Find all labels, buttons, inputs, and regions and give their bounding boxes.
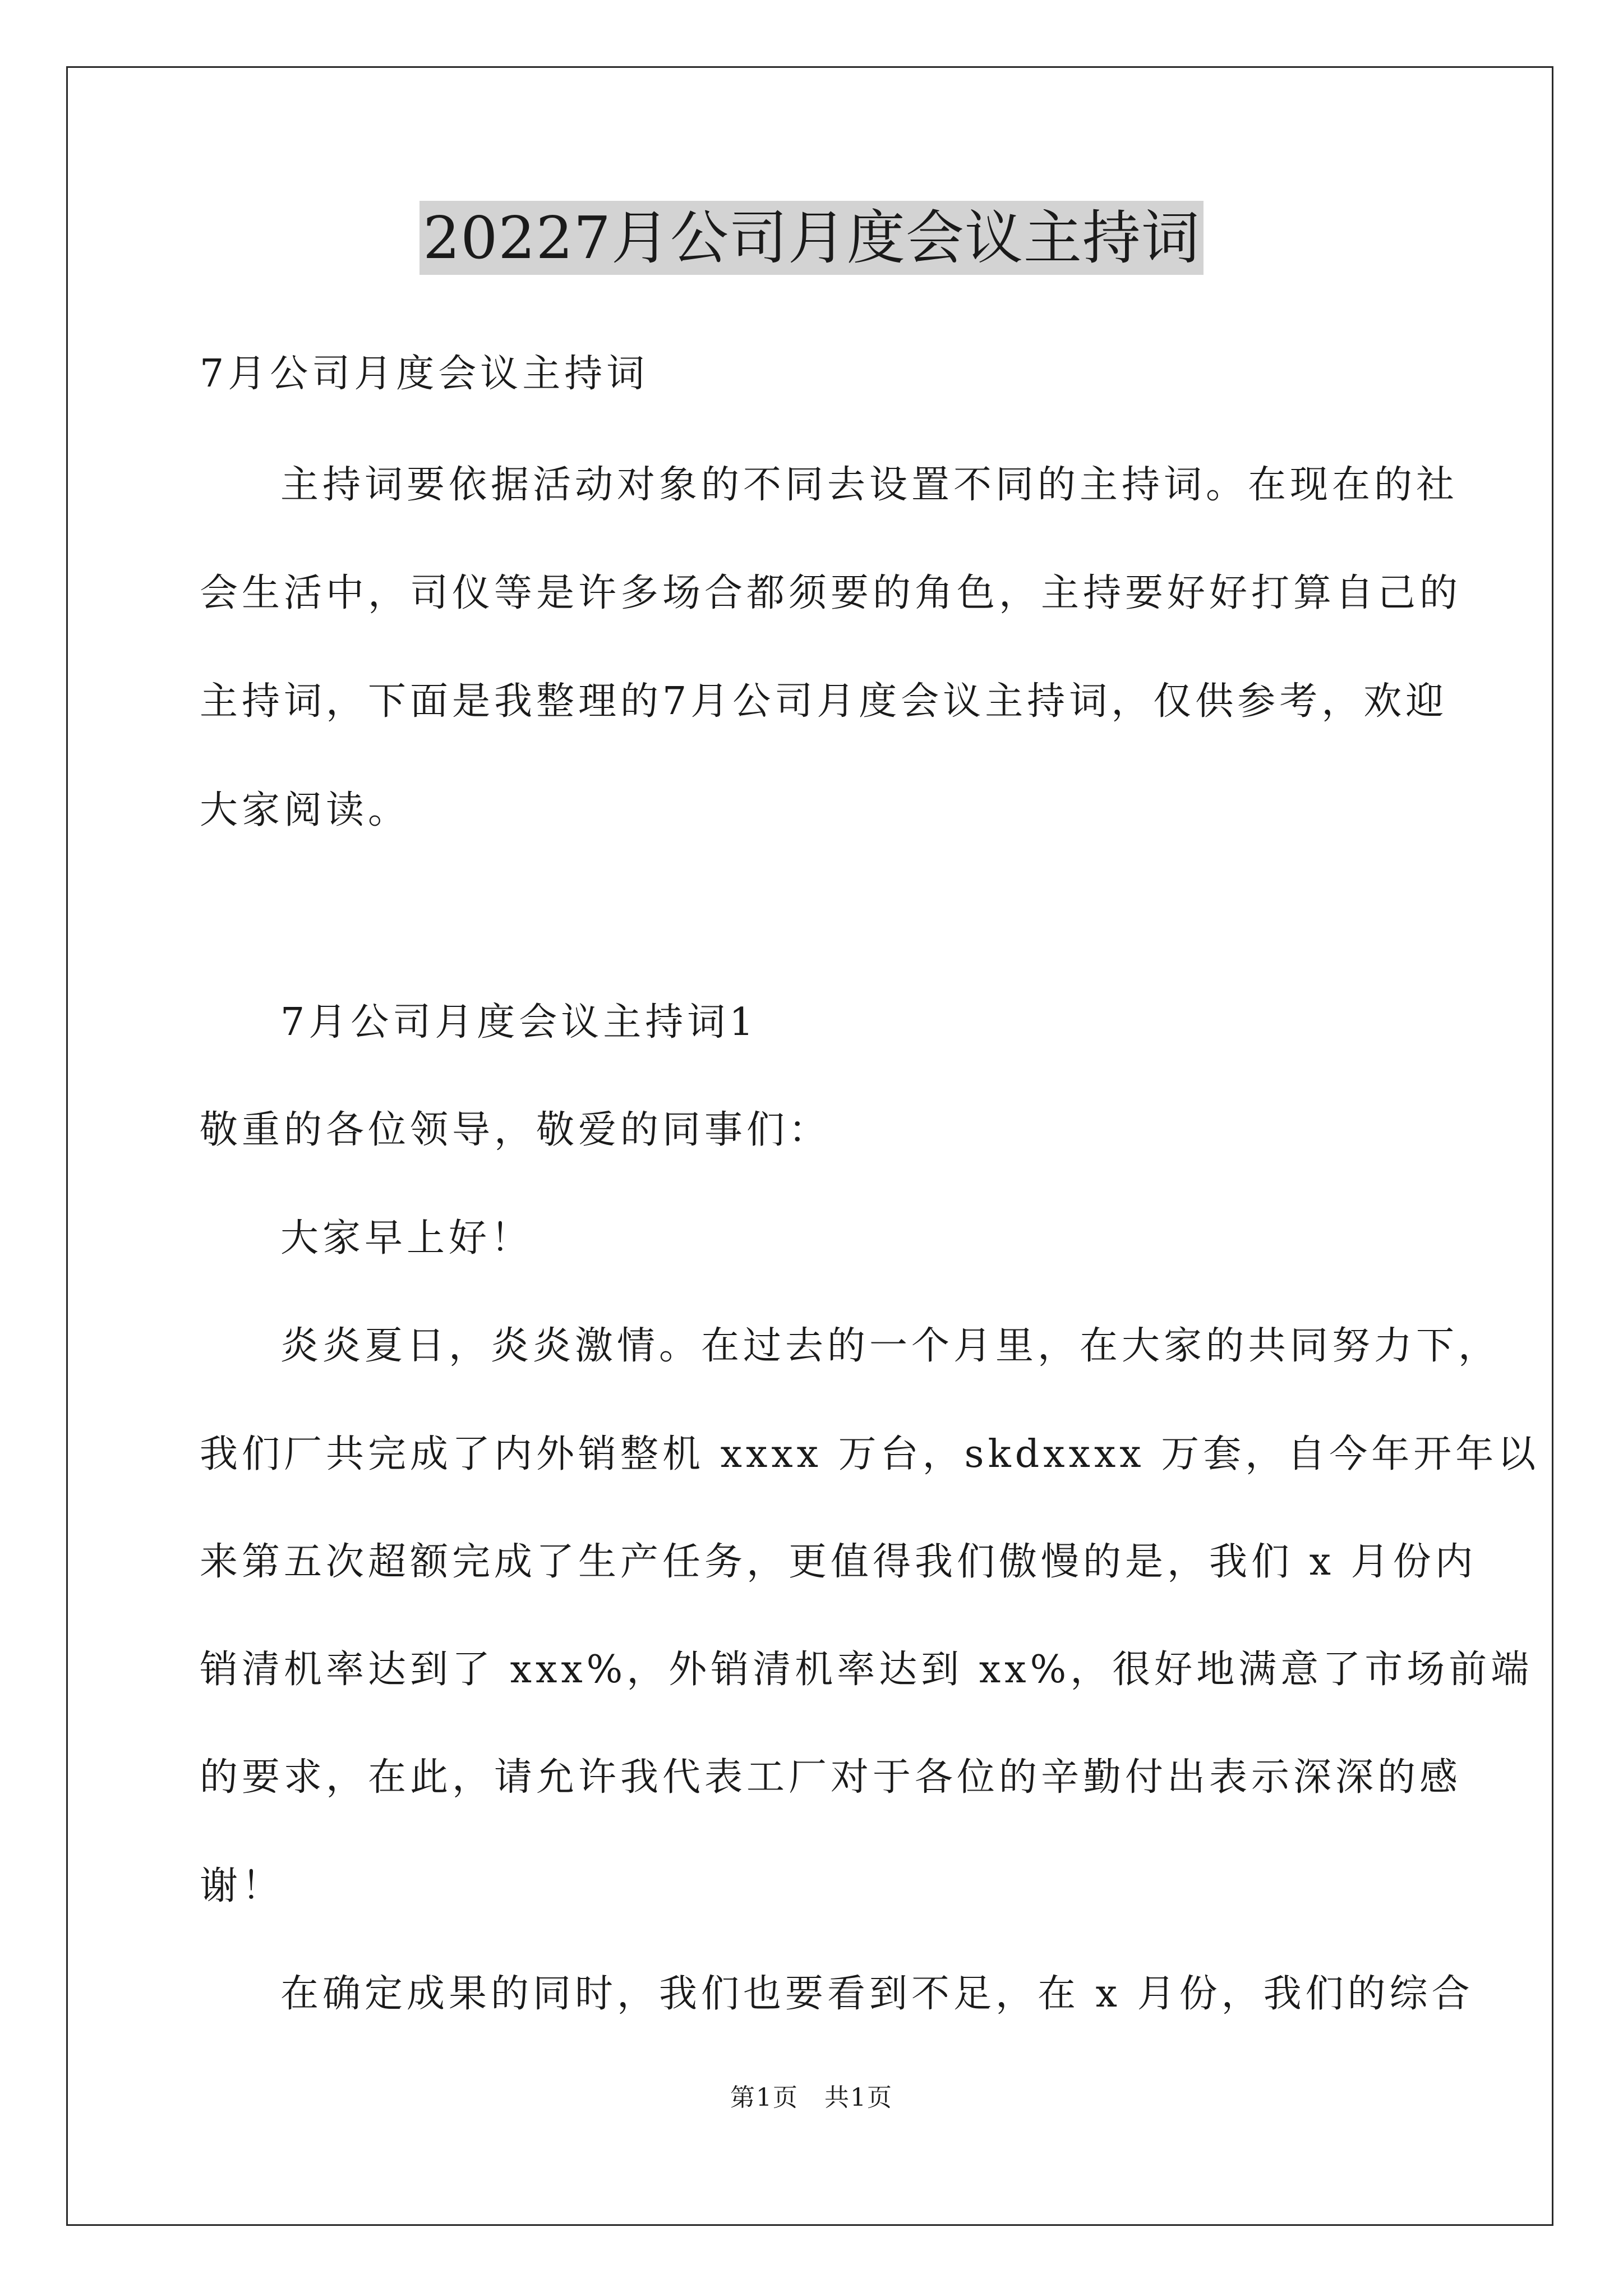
greeting: 大家早上好！: [280, 1216, 533, 1260]
salutation: 敬重的各位领导，敬爱的同事们：: [200, 1108, 831, 1152]
intro-line-3: 主持词，下面是我整理的7月公司月度会议主持词，仅供参考，欢迎: [200, 679, 1448, 724]
last-line: 在确定成果的同时，我们也要看到不足，在 x 月份，我们的综合: [280, 1972, 1474, 2016]
body-line-1: 炎炎夏日，炎炎激情。在过去的一个月里，在大家的共同努力下，: [280, 1324, 1501, 1368]
intro-line-4: 大家阅读。: [200, 788, 411, 832]
title-container: [0, 201, 1623, 275]
body-line-4: 销清机率达到了 xxx%，外销清机率达到 xx%，很好地满意了市场前端: [200, 1648, 1533, 1692]
intro-line-1: 主持词要依据活动对象的不同去设置不同的主持词。在现在的社: [280, 463, 1459, 507]
body-line-3: 来第五次超额完成了生产任务，更值得我们傲慢的是，我们 x 月份内: [200, 1540, 1477, 1584]
page-footer: 第1页 共1页: [730, 2083, 893, 2112]
intro-line-2: 会生活中，司仪等是许多场合都须要的角色，主持要好好打算自己的: [200, 571, 1462, 615]
document-title: 20227月公司月度会议主持词: [419, 201, 1204, 275]
body-line-6: 谢！: [200, 1864, 284, 1908]
body-line-2: 我们厂共完成了内外销整机 xxxx 万台，skdxxxx 万套，自今年开年以: [200, 1432, 1540, 1476]
body-line-5: 的要求，在此，请允许我代表工厂对于各位的辛勤付出表示深深的感: [200, 1755, 1462, 1800]
document-subtitle: 7月公司月度会议主持词: [200, 352, 649, 396]
section-heading: 7月公司月度会议主持词1: [280, 1000, 758, 1045]
